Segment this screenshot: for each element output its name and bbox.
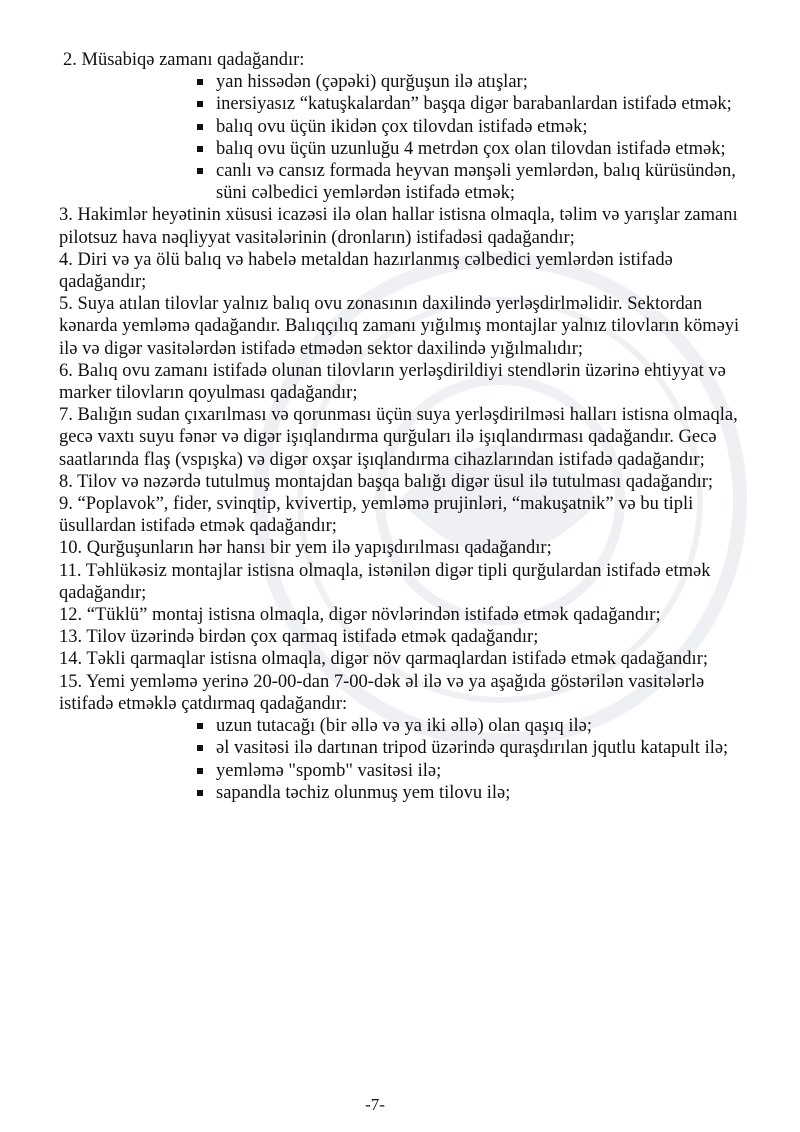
list-item: balıq ovu üçün ikidən çox tilovdan istifadə etmək;: [194, 116, 755, 138]
paragraph: 3. Hakimlər heyətinin xüsusi icazəsi ilə olan hallar istisna olmaqla, təlim və yarışlar zamanı pilotsuz hava nəqliyyat vasitələrinin (dronların) istifadəsi qadağandır;: [59, 205, 738, 248]
list-item: yemləmə "spomb" vasitəsi ilə;: [194, 760, 755, 782]
document-body: [55, 49, 755, 804]
list-item: balıq ovu üçün uzunluğu 4 metrdən çox olan tilovdan istifadə etmək;: [194, 138, 755, 160]
list-item: əl vasitəsi ilə dartınan tripod üzərində quraşdırılan jqutlu katapult ilə;: [194, 737, 755, 759]
paragraph: 5. Suya atılan tilovlar yalnız balıq ovu zonasının daxilində yerləşdirlməlidir. Sektordan kənarda yemləmə qadağandır. Balıqçılıq zamanı yığılmış montajlar yalnız tilovların köməyi ilə və digər vasitələrdən istifadə etmədən sektor daxilində yığılmalıdır;: [59, 294, 740, 359]
list-item: inersiyasız “katuşkalardan” başqa digər barabanlardan istifadə etmək;: [194, 93, 755, 115]
paragraph: 9. “Poplavok”, fider, svinqtip, kvivertip, yemləmə prujinləri, “makuşatnik” və bu tipli üsullardan istifadə etmək qadağandır;: [59, 494, 694, 537]
paragraph: 14. Təkli qarmaqlar istisna olmaqla, digər növ qarmaqlardan istifadə etmək qadağandır;: [59, 649, 708, 670]
page-number: -7-: [365, 1095, 385, 1114]
list-item: uzun tutacağı (bir əllə və ya iki əllə) olan qaşıq ilə;: [194, 715, 755, 737]
paragraph: 7. Balığın sudan çıxarılması və qorunması üçün suya yerləşdirilməsi halları istisna olmaqla, gecə vaxtı suyu fənər və digər işıqlandırma qurğuları ilə işıqlandırması qadağandır. Gecə saatlarında flaş (vspışka) və digər oxşar işıqlandırma cihazlarından istifadə qadağandır;: [59, 405, 738, 470]
paragraph: 15. Yemi yemləmə yerinə 20-00-dan 7-00-dək əl ilə və ya aşağıda göstərilən vasitələrlə istifadə etməklə çatdırmaq qadağandır:: [59, 671, 705, 714]
paragraph: 4. Diri və ya ölü balıq və habelə metaldan hazırlanmış cəlbedici yemlərdən istifadə qadağandır;: [59, 249, 673, 293]
section-intro: 2. Müsabiqə zamanı qadağandır:: [63, 50, 305, 70]
paragraph: 8. Tilov və nəzərdə tutulmuş montajdan başqa balığı digər üsul ilə tutulması qadağandır;: [59, 471, 714, 492]
list-item: yan hissədən (çəpəki) qurğuşun ilə atışlar;: [194, 71, 755, 93]
bullet-list-competition: [55, 71, 755, 204]
paragraph: 11. Təhlükəsiz montajlar istisna olmaqla, istənilən digər tipli qurğulardan istifadə etmək qadağandır;: [59, 560, 711, 603]
paragraph: 6. Balıq ovu zamanı istifadə olunan tilovların yerləşdirildiyi stendlərin üzərinə ehtiyyat və marker tilovların qoyulması qadağandır;: [59, 360, 726, 404]
paragraph: 12. “Tüklü” montaj istisna olmaqla, digər növlərindən istifadə etmək qadağandır;: [59, 605, 661, 626]
list-item: sapandla təchiz olunmuş yem tilovu ilə;: [194, 782, 755, 804]
paragraph: 10. Qurğuşunların hər hansı bir yem ilə yapışdırılması qadağandır;: [59, 538, 552, 559]
paragraph: 13. Tilov üzərində birdən çox qarmaq istifadə etmək qadağandır;: [59, 627, 539, 648]
bullet-list-feeding-tools: [55, 715, 755, 804]
list-item: canlı və cansız formada heyvan mənşəli yemlərdən, balıq kürüsündən, süni cəlbedici yemlərdən istifadə etmək;: [194, 160, 755, 204]
